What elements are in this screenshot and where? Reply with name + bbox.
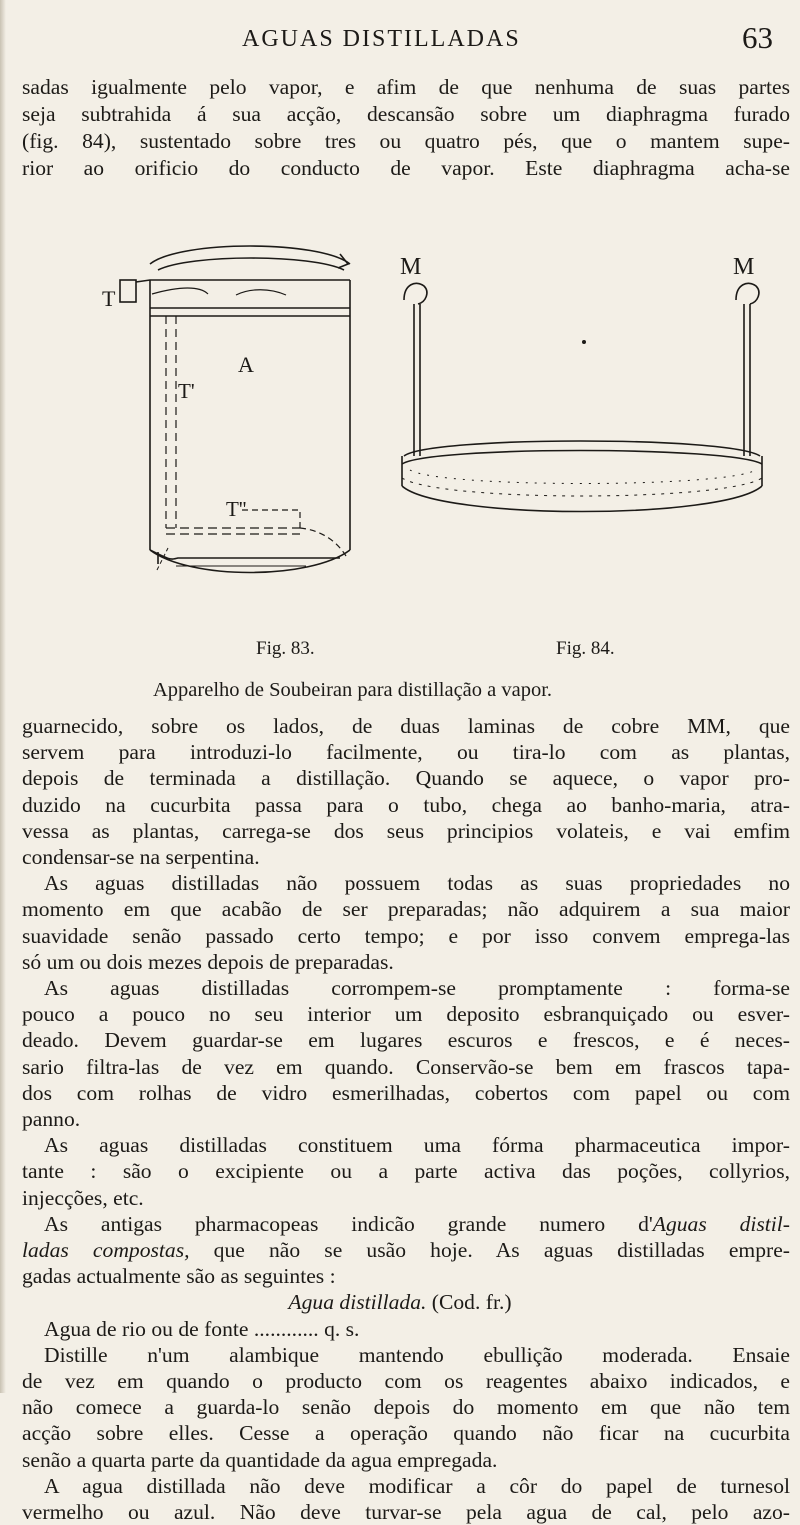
- text-line: As aguas distilladas corrompem-se promptamente : forma-se: [44, 976, 790, 1000]
- text-line: seja subtrahida á sua acção, descansão sobre um diaphragma furado: [22, 102, 790, 126]
- italic-span: ladas compostas,: [22, 1238, 190, 1262]
- text-span: que não se usão hoje. As aguas distilladas empre-: [189, 1238, 790, 1262]
- text-line: deado. Devem guardar-se em lugares escuros e frescos, e é neces-: [22, 1028, 790, 1053]
- fig84-caption: Fig. 84.: [556, 638, 615, 659]
- text-line: dos com rolhas de vidro esmerilhadas, cobertos com papel ou com: [22, 1080, 790, 1105]
- text-line: sadas igualmente pelo vapor, e afim de que nenhuma de suas partes: [22, 75, 790, 99]
- recipe-and-instructions: [22, 1316, 790, 1525]
- paragraph-5: [22, 1132, 790, 1211]
- text-line: As aguas distilladas constituem uma fórma pharmaceutica impor-: [44, 1133, 790, 1158]
- text-line: A agua distillada não deve modificar a côr do papel de turnesol: [44, 1473, 790, 1498]
- text-line: guarnecido, sobre os lados, de duas laminas de cobre MM, que: [22, 714, 790, 738]
- fig83-label-T1: T': [178, 379, 195, 403]
- recipe-ingredient: Agua de rio ou de fonte: [44, 1316, 249, 1341]
- paragraph-1: [22, 74, 790, 182]
- text-line: As aguas distilladas não possuem todas as suas propriedades no: [44, 871, 790, 896]
- text-line: gadas actualmente são as seguintes :: [22, 1264, 336, 1289]
- text-line: vermelho ou azul. Não deve turvar-se pela agua de cal, pelo azo-: [22, 1500, 790, 1525]
- running-title: AGUAS DISTILLADAS: [242, 26, 521, 52]
- recipe-ingredient-line: Agua de rio ou de fonte ............ q. s.: [44, 1316, 360, 1341]
- text-line: senão a quarta parte da quantidade da agua empregada.: [22, 1447, 498, 1472]
- fig84-drawing: [402, 283, 762, 511]
- fig83-label-T2: T'': [226, 497, 247, 521]
- fig83-label-T: T: [102, 286, 116, 311]
- fig83-label-A: A: [238, 352, 254, 377]
- paragraph-2: [22, 713, 790, 870]
- text-line: depois de terminada a distillação. Quando se aquece, o vapor pro-: [22, 766, 790, 791]
- fig83-drawing: [120, 246, 350, 573]
- fig84-label-M-left: M: [400, 254, 422, 280]
- text-line: de vez em quando o producto com os reagentes abaixo indicados, e: [22, 1369, 790, 1393]
- text-line: condensar-se na serpentina.: [22, 845, 260, 870]
- text-span: As antigas pharmacopeas indicão grande numero d': [44, 1211, 653, 1236]
- recipe-name: Agua distillada.: [288, 1290, 427, 1315]
- text-line: injecções, etc.: [22, 1185, 144, 1210]
- text-line: pouco a pouco no seu interior um deposito esbranquiçado ou esver-: [22, 1002, 790, 1027]
- text-line: momento em que acabão de ser preparadas; não adquirem a sua maior: [22, 897, 790, 922]
- figures-title: Apparelho de Soubeiran para distillação a vapor.: [153, 679, 553, 701]
- paragraph-3: [22, 870, 790, 975]
- text-line: tante : são o excipiente ou a parte activa das poções, collyrios,: [22, 1159, 790, 1184]
- paragraph-4: [22, 975, 790, 1132]
- text-line: panno.: [22, 1107, 81, 1132]
- figure-illustrations: [0, 220, 800, 700]
- page-number: 63: [742, 20, 773, 55]
- text-line: só um ou dois mezes depois de preparadas.: [22, 949, 394, 974]
- text-line: sario filtra-las de vez em quando. Conservão-se bem em frascos tapa-: [22, 1054, 790, 1079]
- text-line: suavidade senão passado certo tempo; e por isso convem emprega-las: [22, 923, 790, 948]
- fig84-label-M-right: M: [733, 254, 755, 280]
- text-line: (fig. 84), sustentado sobre tres ou quatro pés, que o mantem supe-: [22, 129, 790, 153]
- recipe-quantity: q. s.: [324, 1316, 360, 1341]
- text-line: duzido na cucurbita passa para o tubo, chega ao banho-maria, atra-: [22, 792, 790, 817]
- text-line: servem para introduzi-lo facilmente, ou tira-lo com as plantas,: [22, 740, 790, 765]
- text-line: não comece a guarda-lo senão depois do momento em que não tem: [22, 1395, 790, 1420]
- figures-block: [0, 220, 800, 700]
- fig83-caption: Fig. 83.: [256, 638, 315, 659]
- text-line: [22, 1211, 790, 1237]
- text-line: vessa as plantas, carrega-se dos seus principios volateis, e vai emfim: [22, 818, 790, 843]
- paragraph-6: [22, 1211, 790, 1290]
- text-line: Distille n'um alambique mantendo ebullição moderada. Ensaie: [44, 1342, 790, 1367]
- italic-span: Aguas distil-: [652, 1211, 790, 1236]
- recipe-title: [0, 1289, 800, 1315]
- recipe-source: (Cod. fr.): [426, 1290, 512, 1315]
- text-line: rior ao orificio do conducto de vapor. Este diaphragma acha-se: [22, 156, 790, 180]
- running-header: [0, 18, 800, 58]
- text-line: acção sobre elles. Cesse a operação quando não ficar na cucurbita: [22, 1421, 790, 1446]
- text-line: [22, 1237, 790, 1263]
